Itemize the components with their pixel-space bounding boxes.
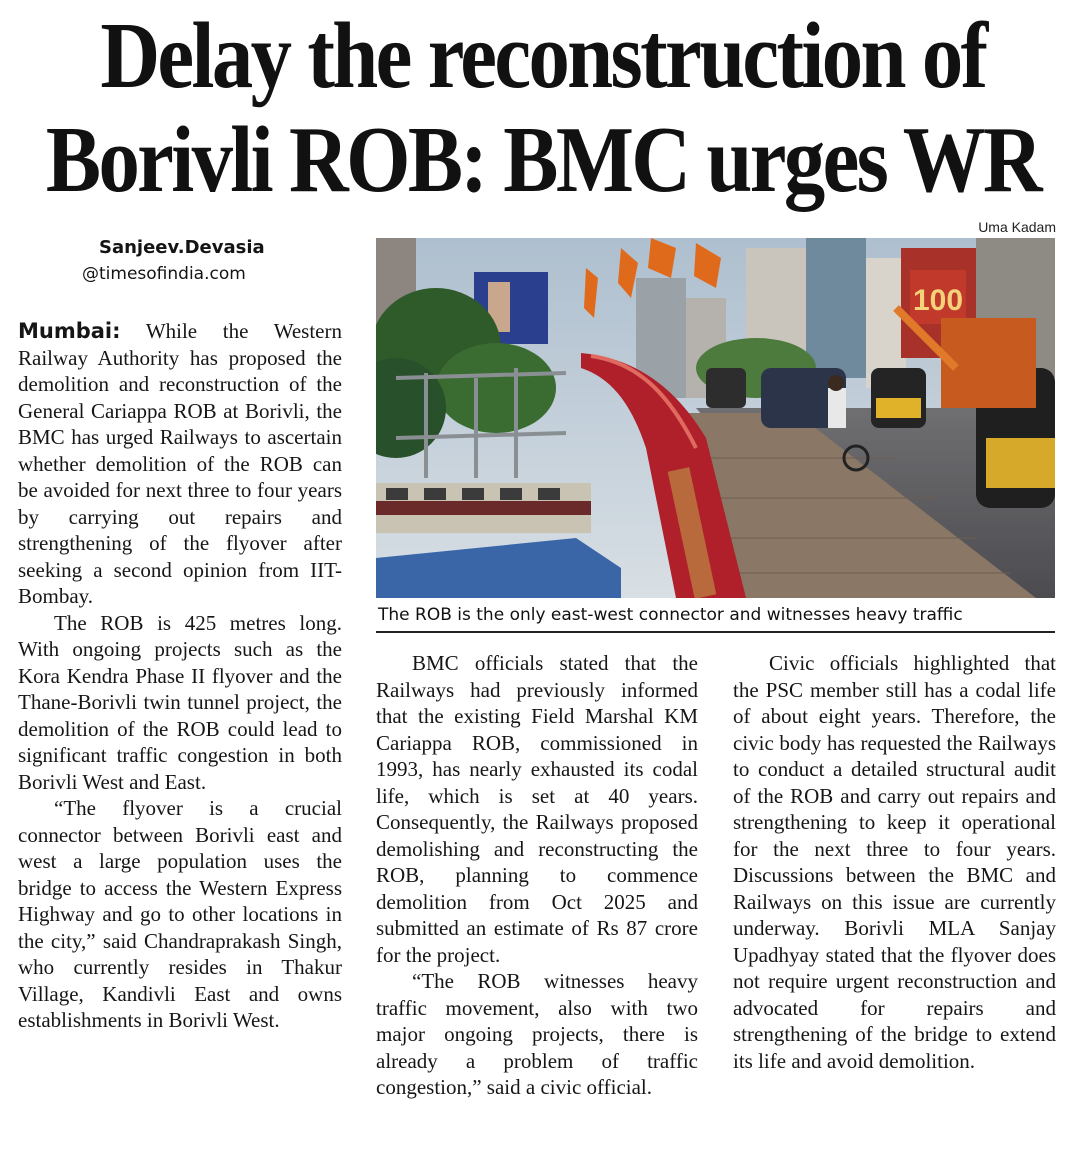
article-column-2 bbox=[376, 650, 698, 1101]
byline-email: @timesofindia.com bbox=[82, 264, 246, 284]
photo-credit: Uma Kadam bbox=[978, 219, 1056, 235]
article-paragraph: Civic officials highlighted that the PSC member still has a codal life of about eight years. Therefore, the civic body has requested the Railways to conduct a detailed structural audit of the ROB and carry out repairs and strengthening to keep it operational for the next three to four years. Discussions between the BMC and Railways on this issue are currently underway. Borivli MLA Sanjay Upadhyay stated that the flyover does not require urgent reconstruction and advocated for repairs and strengthening of the bridge to extend its life and avoid demolition. bbox=[733, 651, 1056, 1073]
byline bbox=[82, 235, 292, 287]
dateline: Mumbai: bbox=[18, 319, 121, 343]
article-paragraph: “The flyover is a crucial connector between Borivli east and west a large population uses the bridge to access the Western Express Highway and go to other locations in the city,” said Chandraprakash Singh, who currently resides in Thakur Village, Kandivli East and owns establishments in Borivli West. bbox=[18, 796, 342, 1032]
article-paragraph: BMC officials stated that the Railways had previously informed that the existing Field Marshal KM Cariappa ROB, commissioned in 1993, has nearly exhausted its codal life, which is set at 40 years. Consequently, the Railways proposed demolishing and reconstructing the ROB, planning to commence demolition from Oct 2025 and submitted an estimate of Rs 87 crore for the project. bbox=[376, 651, 698, 967]
article-column-1 bbox=[18, 318, 342, 1034]
photo-caption: The ROB is the only east-west connector and witnesses heavy traffic bbox=[378, 605, 963, 625]
article-paragraph: “The ROB witnesses heavy traffic movement, also with two major ongoing projects, there is already a problem of traffic congestion,” said a civic official. bbox=[376, 969, 698, 1099]
headline bbox=[18, 4, 1068, 212]
article-column-3 bbox=[733, 650, 1056, 1074]
billboard-number: 100 bbox=[912, 284, 964, 317]
article-paragraph bbox=[18, 318, 342, 610]
bridge-photo-illustration bbox=[376, 238, 1055, 598]
caption-divider bbox=[376, 631, 1055, 633]
headline-line-2: Borivli ROB: BMC urges WR bbox=[45, 108, 1040, 212]
headline-line-1: Delay the reconstruction of bbox=[100, 4, 986, 108]
news-photo bbox=[376, 238, 1055, 598]
byline-name: Sanjeev.Devasia bbox=[99, 237, 265, 258]
article-paragraph: The ROB is 425 metres long. With ongoing projects such as the Kora Kendra Phase II flyover and the Thane-Borivli twin tunnel project, the demolition of the ROB could lead to significant traffic congestion in both Borivli West and East. bbox=[18, 610, 342, 794]
article-text: While the Western Railway Authority has proposed the demolition and reconstruction of the General Cariappa ROB at Borivli, the BMC has urged Railways to ascertain whether demolition of the ROB can be avoided for next three to four years by carrying out repairs and strengthening of the flyover after seeking a second opinion from IIT-Bombay. bbox=[18, 319, 342, 608]
